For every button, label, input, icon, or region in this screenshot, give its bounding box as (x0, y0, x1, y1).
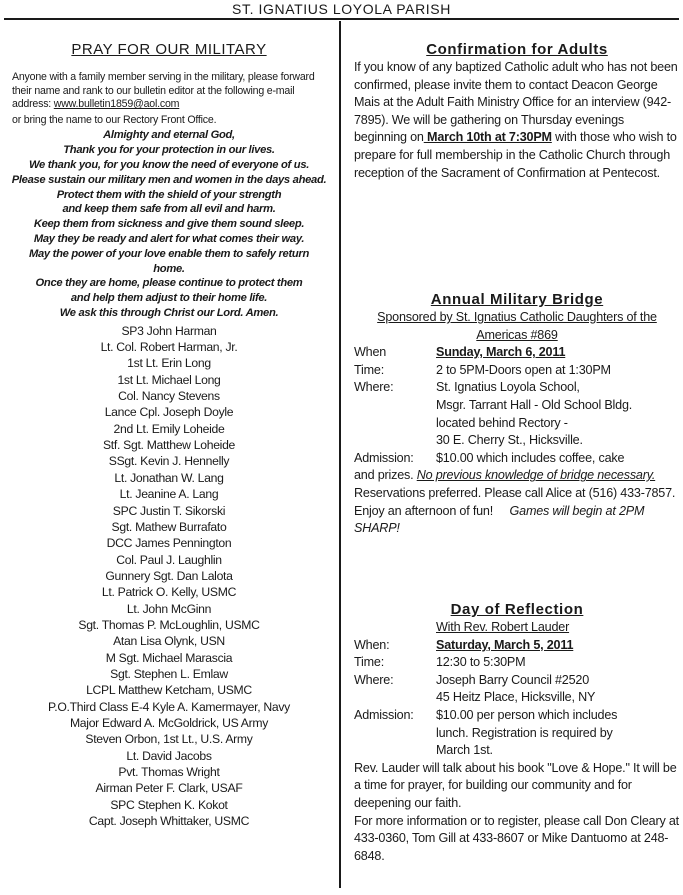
reflection-contact: For more information or to register, please call Don Cleary at 433-0360, Tom Gill at 433-8607 or Mike Dantuomo at 248-6848. (354, 813, 679, 863)
military-name: LCPL Matthew Ketcham, USMC (86, 683, 252, 698)
column-divider (339, 21, 341, 888)
military-name: Lt. David Jacobs (126, 748, 212, 763)
when-label: When (354, 345, 387, 360)
bridge-title: Annual Military Bridge (430, 291, 604, 308)
bridge-when: Sunday, March 6, 2011 (436, 345, 566, 360)
prayer-line: Protect them with the shield of your strength (56, 188, 282, 201)
header-rule (4, 18, 679, 20)
bridge-admission: $10.00 which includes coffee, cake (436, 450, 625, 465)
prayer-line: Once they are home, please continue to protect them (35, 277, 303, 290)
reflection-where-line: 45 Heitz Place, Hicksville, NY (436, 690, 596, 705)
reflection-body: Rev. Lauder will talk about his book "Love & Hope." It will be a time for prayer, for building our community and for deepening our faith. (354, 760, 677, 810)
bridge-when-row (354, 344, 680, 362)
prayer-line: May they be ready and alert for what comes their way. (33, 232, 305, 245)
bridge-section (354, 290, 680, 538)
military-name: 1st Lt. Erin Long (127, 356, 211, 371)
bridge-where-line: 30 E. Cherry St., Hicksville. (436, 433, 583, 448)
military-name: Sgt. Mathew Burrafato (111, 519, 227, 534)
prayer-line: We thank you, for you know the need of everyone of us. (28, 158, 310, 171)
bridge-where-line: Msgr. Tarrant Hall - Old School Bldg. (436, 397, 633, 412)
military-name: SPC Stephen K. Kokot (110, 797, 228, 812)
military-name: Pvt. Thomas Wright (118, 765, 220, 780)
prayer-line: and help them adjust to their home life. (70, 292, 268, 305)
military-name: 1st Lt. Michael Long (117, 372, 221, 387)
bridge-sponsor: Sponsored by St. Ignatius Catholic Daughters of the Americas #869 (377, 310, 657, 342)
military-intro (12, 71, 332, 127)
military-name: Stf. Sgt. Matthew Loheide (102, 438, 236, 453)
military-section (0, 40, 338, 829)
where-label: Where: (354, 672, 394, 687)
military-name: Col. Nancy Stevens (118, 389, 220, 404)
confirmation-text-after: with those who wish to prepare for full membership in the Catholic Church through reception of the Sacrament of Confirmation at Pentecost. (354, 130, 677, 180)
reflection-section (354, 600, 680, 865)
reflection-with (354, 619, 680, 637)
military-name: Lt. Jeanine A. Lang (119, 487, 219, 502)
bridge-admission-cont: and prizes. (354, 468, 417, 483)
prayer-line: May the power of your love enable them to safely return home. (28, 247, 310, 275)
military-name: SP3 John Harman (121, 323, 217, 338)
bridge-admission-row (354, 450, 680, 468)
bridge-where-line: St. Ignatius Loyola School, (436, 380, 580, 395)
reflection-with-text: With Rev. Robert Lauder (436, 620, 570, 634)
bridge-where-row (354, 379, 680, 397)
military-name: Gunnery Sgt. Dan Lalota (105, 568, 233, 583)
military-name: 2nd Lt. Emily Loheide (113, 421, 225, 436)
military-name: Lt. Col. Robert Harman, Jr. (100, 340, 238, 355)
confirmation-text: If you know of any baptized Catholic adult who has not been confirmed, please invite them to contact Deacon George Mais at the Adult Faith Ministry Office for an interview (942-7895). We will be gathering on Thursday evenings beginning on (354, 60, 678, 145)
reflection-time: 12:30 to 5:30PM (436, 655, 526, 670)
reflection-admission: $10.00 per person which includes lunch. Registration is required by March 1st. (436, 707, 618, 758)
military-name: P.O.Third Class E-4 Kyle A. Kamermayer, Navy (48, 699, 290, 714)
military-name: Lt. John McGinn (126, 601, 212, 616)
intro-tail: or bring the name to our Rectory Front Office. (12, 113, 217, 126)
prayer-line: and keep them safe from all evil and harm. (62, 203, 276, 216)
intro-text: Anyone with a family member serving in the military, please forward their name and rank to our bulletin editor at the following e-mail address: (12, 71, 315, 111)
confirmation-date: March 10th at 7:30PM (423, 130, 552, 145)
military-name: Atan Lisa Olynk, USN (113, 634, 225, 649)
reflection-admission-row (354, 707, 680, 760)
confirmation-title: Confirmation for Adults (426, 41, 608, 58)
bridge-no-knowledge: No previous knowledge of bridge necessary. (416, 468, 656, 483)
prayer-line: Almighty and eternal God, (103, 129, 235, 142)
bridge-details (354, 467, 680, 537)
reflection-when-row (354, 637, 680, 655)
military-name: Major Edward A. McGoldrick, US Army (69, 715, 269, 730)
when-label: When: (354, 637, 390, 652)
bulletin-email-link[interactable]: www.bulletin1859@aol.com (53, 98, 180, 111)
military-name: SSgt. Kevin J. Hennelly (108, 454, 230, 469)
reflection-title: Day of Reflection (450, 601, 584, 618)
prayer-line: We ask this through Christ our Lord. Amen. (59, 306, 279, 319)
reflection-when: Saturday, March 5, 2011 (436, 637, 574, 652)
bridge-where-line: located behind Rectory - (436, 415, 568, 430)
military-title: PRAY FOR OUR MILITARY (71, 41, 267, 58)
prayer-line: Keep them from sickness and give them sound sleep. (33, 218, 305, 231)
where-label: Where: (354, 380, 394, 395)
bridge-reservations: Reservations preferred. Please call Alice at (516) 433-7857. Enjoy an afternoon of fun! (354, 485, 676, 518)
time-label: Time: (354, 362, 385, 377)
military-name: Capt. Joseph Whittaker, USMC (88, 814, 250, 829)
military-name: Lt. Jonathan W. Lang (114, 470, 224, 485)
military-name: SPC Justin T. Sikorski (112, 503, 226, 518)
parish-masthead: ST. IGNATIUS LOYOLA PARISH (232, 1, 451, 17)
admission-label: Admission: (354, 450, 414, 465)
right-column (354, 40, 680, 863)
military-name: DCC James Pennington (106, 536, 232, 551)
confirmation-body (354, 59, 680, 182)
military-name: M Sgt. Michael Marascia (105, 650, 233, 665)
military-name: Lance Cpl. Joseph Doyle (104, 405, 234, 420)
prayer-line: Please sustain our military men and women in the days ahead. (11, 173, 327, 186)
military-name: Sgt. Stephen L. Emlaw (110, 666, 228, 681)
bridge-time: 2 to 5PM-Doors open at 1:30PM (436, 362, 611, 377)
military-name: Col. Paul J. Laughlin (116, 552, 222, 567)
military-name: Sgt. Thomas P. McLoughlin, USMC (78, 617, 260, 632)
bridge-games: Games will begin at 2PM SHARP! (354, 503, 645, 536)
prayer-line: Thank you for your protection in our lives. (63, 144, 275, 157)
reflection-where-line: Joseph Barry Council #2520 (436, 672, 590, 687)
reflection-where-row (354, 672, 680, 690)
military-name: Lt. Patrick O. Kelly, USMC (101, 585, 237, 600)
military-names-list (0, 323, 338, 830)
bridge-time-row (354, 362, 680, 380)
military-name: Airman Peter F. Clark, USAF (95, 781, 243, 796)
admission-label: Admission: (354, 707, 414, 722)
confirmation-section (354, 40, 680, 182)
time-label: Time: (354, 655, 385, 670)
reflection-time-row (354, 654, 680, 672)
military-name: Steven Orbon, 1st Lt., U.S. Army (85, 732, 253, 747)
military-prayer (0, 128, 338, 320)
